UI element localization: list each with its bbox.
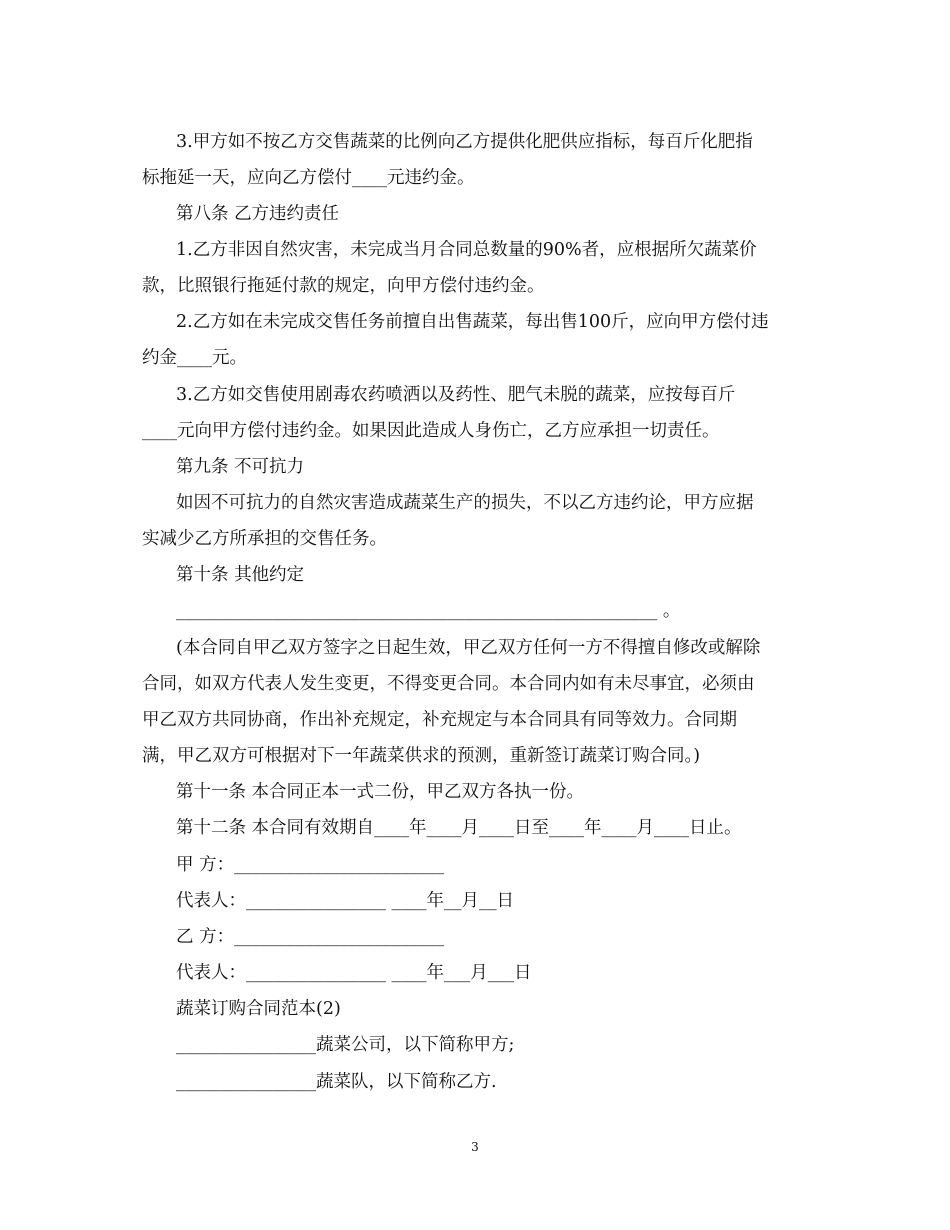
text-line: ____元向甲方偿付违约金。如果因此造成人身伤亡，乙方应承担一切责任。: [142, 421, 720, 441]
section-heading: 第八条 乙方违约责任: [176, 204, 340, 224]
text-line: 第十一条 本合同正本一式二份，甲乙双方各执一份。: [176, 782, 585, 802]
text-line: 实减少乙方所承担的交售任务。: [142, 529, 387, 549]
representative-a-field: 代表人：________________ ____年__月__日: [176, 891, 515, 911]
text-line: ________________蔬菜公司，以下简称甲方;: [176, 1035, 515, 1055]
blank-line: _______________________________________________________ 。: [176, 601, 681, 621]
text-line: ________________蔬菜队，以下简称乙方.: [176, 1072, 497, 1092]
page-number: 3: [471, 1140, 479, 1154]
text-line: 合同，如双方代表人发生变更，不得变更合同。本合同内如有未尽事宜，必须由: [142, 674, 755, 694]
text-line: (本合同自甲乙双方签字之日起生效，甲乙双方任何一方不得擅自修改或解除: [176, 638, 761, 658]
text-line: 款，比照银行拖延付款的规定，向甲方偿付违约金。: [142, 276, 545, 296]
text-line: 3.甲方如不按乙方交售蔬菜的比例向乙方提供化肥供应指标，每百斤化肥指: [176, 132, 753, 152]
text-line: 甲乙双方共同协商，作出补充规定，补充规定与本合同具有同等效力。合同期: [142, 710, 737, 730]
text-line: 标拖延一天，应向乙方偿付____元违约金。: [142, 168, 475, 188]
text-line: 3.乙方如交售使用剧毒农药喷洒以及药性、肥气未脱的蔬菜，应按每百斤: [176, 385, 736, 405]
text-line: 约金____元。: [142, 348, 247, 368]
party-a-field: 甲 方：________________________: [176, 855, 445, 875]
section-heading: 第十条 其他约定: [176, 565, 305, 585]
party-b-field: 乙 方：________________________: [176, 927, 445, 947]
document-subtitle: 蔬菜订购合同范本(2): [176, 999, 341, 1019]
representative-b-field: 代表人：________________ ____年___月___日: [176, 963, 532, 983]
section-heading: 第九条 不可抗力: [176, 457, 305, 477]
text-line: 第十二条 本合同有效期自____年____月____日至____年____月____日止。: [176, 818, 742, 838]
text-line: 1.乙方非因自然灾害，未完成当月合同总数量的90%者，应根据所欠蔬菜价: [176, 240, 757, 260]
text-line: 满，甲乙双方可根据对下一年蔬菜供求的预测，重新签订蔬菜订购合同。): [142, 746, 701, 766]
text-line: 如因不可抗力的自然灾害造成蔬菜生产的损失，不以乙方违约论，甲方应据: [176, 493, 754, 513]
text-line: 2.乙方如在未完成交售任务前擅自出售蔬菜，每出售100斤，应向甲方偿付违: [176, 312, 769, 332]
